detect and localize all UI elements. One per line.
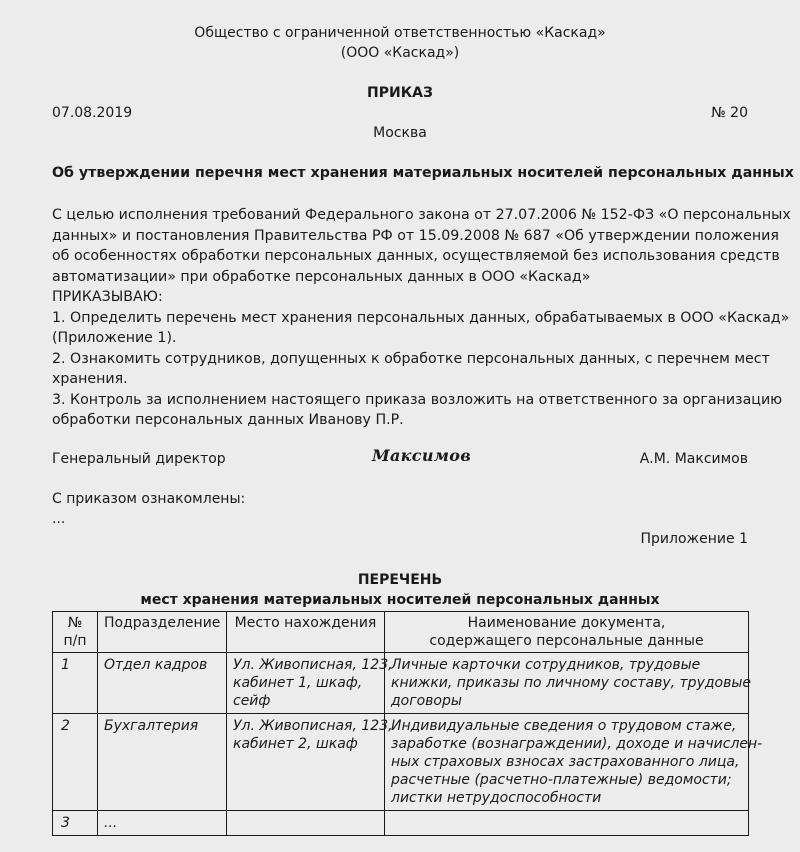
cell-line: Индивидуальные сведения о трудовом стаже, — [391, 718, 737, 734]
column-header-department — [98, 612, 227, 653]
header-line: содержащего персональные данные — [429, 633, 704, 649]
body-line: 2. Ознакомить сотрудников, допущенных к обработке персональных данных, с перечнем мест — [52, 350, 770, 367]
table-header-row — [53, 612, 749, 653]
row-number: 1 — [53, 653, 98, 714]
cell-line: Бухгалтерия — [104, 718, 199, 734]
cell-line: заработке (вознаграждении), доходе и начислен- — [391, 736, 763, 752]
order-city: Москва — [373, 125, 427, 141]
cell-line: Ул. Живописная, 123, — [233, 718, 393, 734]
cell-line: сейф — [233, 693, 271, 709]
column-header-documents — [385, 612, 749, 653]
header-line: Подразделение — [104, 615, 221, 631]
row-documents — [385, 653, 752, 714]
column-header-number — [53, 612, 98, 653]
row-number: 3 — [53, 811, 98, 836]
order-date: 07.08.2019 — [52, 105, 133, 121]
appendix-label: Приложение 1 — [640, 531, 748, 547]
row-location — [227, 811, 385, 836]
header-line: п/п — [63, 633, 87, 649]
body-line: автоматизации» при обработке персональных данных в ООО «Каскад» — [52, 268, 591, 285]
body-line: хранения. — [52, 371, 128, 387]
header-line: № — [67, 615, 83, 631]
row-department — [98, 811, 227, 836]
signer-position: Генеральный директор — [52, 451, 226, 467]
row-documents — [385, 811, 749, 836]
body-line: 3. Контроль за исполнением настоящего приказа возложить на ответственного за организацию — [52, 391, 783, 408]
order-number: № 20 — [711, 105, 748, 121]
storage-places-table — [52, 611, 763, 836]
cell-line: Ул. Живописная, 123, — [233, 657, 393, 673]
cell-line: кабинет 1, шкаф, — [233, 675, 363, 691]
order-title: ПРИКАЗ — [367, 85, 433, 101]
cell-line: расчетные (расчетно-платежные) ведомости; — [391, 772, 732, 788]
body-line: (Приложение 1). — [52, 330, 177, 346]
table-row — [53, 714, 749, 811]
body-line: С целью исполнения требований Федерального закона от 27.07.2006 № 152-ФЗ «О персональных — [52, 207, 791, 223]
row-department — [98, 714, 227, 811]
row-documents — [385, 714, 763, 811]
cell-line: договоры — [391, 693, 462, 709]
acknowledged-placeholder: ... — [52, 511, 66, 527]
order-subject: Об утверждении перечня мест хранения материальных носителей персональных данных — [52, 165, 794, 181]
appendix-title: ПЕРЕЧЕНЬ — [357, 572, 443, 588]
signer-name: А.М. Максимов — [639, 451, 748, 467]
body-line: данных» и постановления Правительства РФ от 15.09.2008 № 687 «Об утверждении положения — [52, 227, 779, 244]
cell-line: Отдел кадров — [104, 657, 208, 673]
body-line: 1. Определить перечень мест хранения персональных данных, обрабатываемых в ООО «Каскад» — [52, 309, 790, 326]
cell-line: Личные карточки сотрудников, трудовые — [391, 657, 701, 673]
body-line: обработки персональных данных Иванову П.Р. — [52, 412, 404, 428]
row-department — [98, 653, 227, 714]
cell-line: книжки, приказы по личному составу, трудовые — [391, 675, 752, 691]
body-line: ПРИКАЗЫВАЮ: — [52, 289, 163, 305]
org-full-name: Общество с ограниченной ответственностью «Каскад» — [194, 25, 606, 41]
row-location — [227, 714, 393, 811]
cell-line: листки нетрудоспособности — [391, 790, 602, 806]
cell-line: ных страховых взносах застрахованного лица, — [391, 754, 740, 770]
column-header-location — [227, 612, 385, 653]
cell-line: кабинет 2, шкаф — [233, 736, 358, 752]
cell-line: ... — [104, 815, 118, 831]
header-line: Место нахождения — [234, 615, 377, 631]
org-short-name: (ООО «Каскад») — [340, 45, 460, 61]
order-body — [52, 205, 791, 431]
handwritten-signature: Максимов — [372, 446, 472, 465]
acknowledged-label: С приказом ознакомлены: — [52, 491, 246, 507]
table-row — [53, 653, 749, 714]
header-line: Наименование документа, — [467, 615, 666, 631]
row-number: 2 — [53, 714, 98, 811]
table-row — [53, 811, 749, 836]
appendix-subtitle: мест хранения материальных носителей персональных данных — [140, 592, 660, 608]
body-line: об особенностях обработки персональных данных, осуществляемой без использования средств — [52, 248, 780, 264]
row-location — [227, 653, 393, 714]
